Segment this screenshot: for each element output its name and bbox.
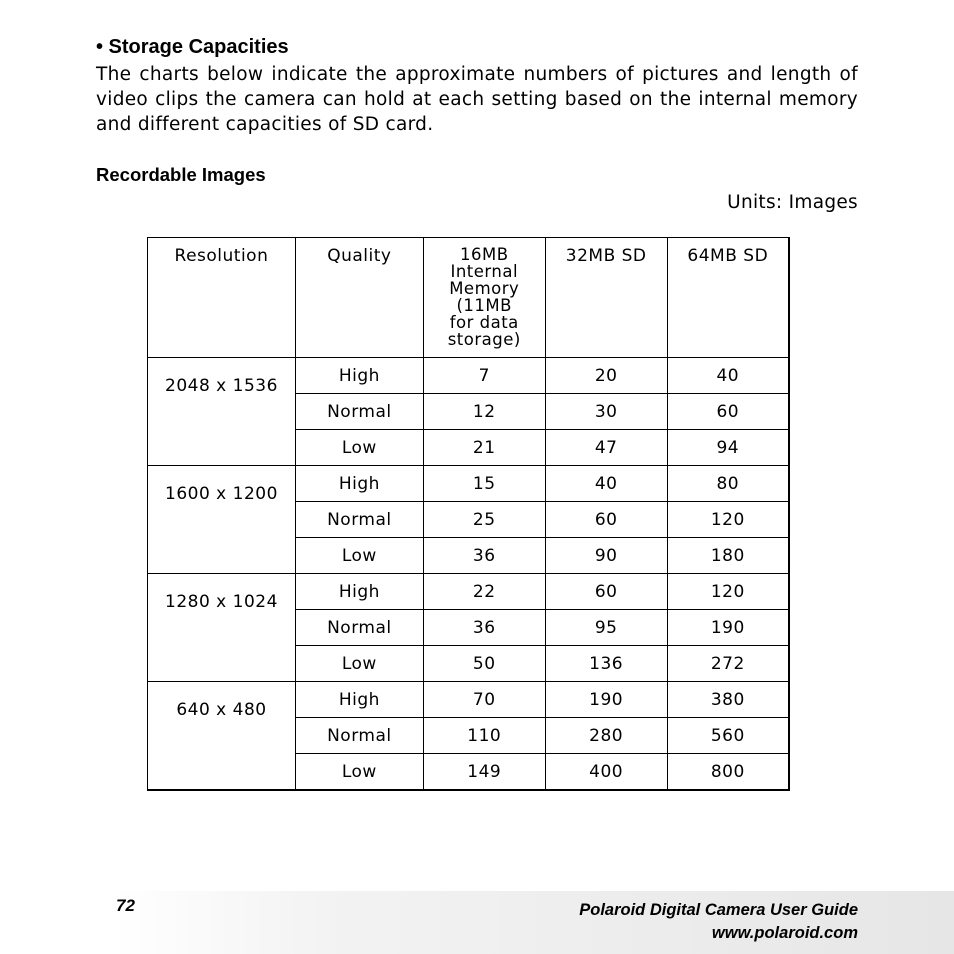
sd32-cell: 20 xyxy=(545,358,667,394)
header-32mb-sd: 32MB SD xyxy=(545,238,667,358)
sd64-cell: 190 xyxy=(667,610,789,646)
page-number: 72 xyxy=(116,896,135,915)
mem16-cell: 110 xyxy=(423,718,545,754)
sd64-cell: 180 xyxy=(667,538,789,574)
quality-cell: High xyxy=(295,358,423,394)
quality-cell: High xyxy=(295,466,423,502)
mem16-cell: 50 xyxy=(423,646,545,682)
guide-title: Polaroid Digital Camera User Guide xyxy=(579,901,858,919)
sd64-cell: 94 xyxy=(667,430,789,466)
table-header-row xyxy=(148,238,790,358)
sd32-cell: 60 xyxy=(545,502,667,538)
sd32-cell: 30 xyxy=(545,394,667,430)
sd32-cell: 95 xyxy=(545,610,667,646)
sd32-cell: 40 xyxy=(545,466,667,502)
sd64-cell: 560 xyxy=(667,718,789,754)
sd64-cell: 80 xyxy=(667,466,789,502)
table-row xyxy=(148,574,790,610)
section-heading: • Storage Capacities xyxy=(96,36,289,58)
mem16-cell: 22 xyxy=(423,574,545,610)
mem16-cell: 7 xyxy=(423,358,545,394)
resolution-cell: 1280 x 1024 xyxy=(148,574,296,682)
quality-cell: Normal xyxy=(295,718,423,754)
mem16-cell: 21 xyxy=(423,430,545,466)
sd64-cell: 800 xyxy=(667,754,789,791)
mem16-cell: 149 xyxy=(423,754,545,791)
header-quality: Quality xyxy=(295,238,423,358)
sd64-cell: 40 xyxy=(667,358,789,394)
units-note: Units: Images xyxy=(727,192,858,213)
resolution-cell: 640 x 480 xyxy=(148,682,296,791)
sd64-cell: 60 xyxy=(667,394,789,430)
sd32-cell: 47 xyxy=(545,430,667,466)
quality-cell: Normal xyxy=(295,394,423,430)
sd32-cell: 60 xyxy=(545,574,667,610)
sd64-cell: 272 xyxy=(667,646,789,682)
table-row xyxy=(148,466,790,502)
resolution-cell: 2048 x 1536 xyxy=(148,358,296,466)
table-row xyxy=(148,358,790,394)
mem16-cell: 25 xyxy=(423,502,545,538)
mem16-cell: 36 xyxy=(423,538,545,574)
quality-cell: Normal xyxy=(295,502,423,538)
mem16-cell: 15 xyxy=(423,466,545,502)
header-resolution: Resolution xyxy=(148,238,296,358)
quality-cell: Low xyxy=(295,538,423,574)
resolution-cell: 1600 x 1200 xyxy=(148,466,296,574)
quality-cell: Low xyxy=(295,646,423,682)
header-16mb-internal: 16MB Internal Memory (11MB for data storage) xyxy=(423,238,545,358)
header-64mb-sd: 64MB SD xyxy=(667,238,789,358)
sd32-cell: 190 xyxy=(545,682,667,718)
mem16-cell: 12 xyxy=(423,394,545,430)
intro-paragraph: The charts below indicate the approximate numbers of pictures and length of video clips the camera can hold at each setting based on the internal memory and different capacities of SD card. xyxy=(96,64,858,135)
sd64-cell: 120 xyxy=(667,502,789,538)
table-subheading: Recordable Images xyxy=(96,164,266,185)
table-row xyxy=(148,682,790,718)
sd32-cell: 400 xyxy=(545,754,667,791)
mem16-cell: 36 xyxy=(423,610,545,646)
sd64-cell: 120 xyxy=(667,574,789,610)
quality-cell: Low xyxy=(295,430,423,466)
quality-cell: Normal xyxy=(295,610,423,646)
sd32-cell: 280 xyxy=(545,718,667,754)
quality-cell: Low xyxy=(295,754,423,791)
sd64-cell: 380 xyxy=(667,682,789,718)
footer-title-block xyxy=(579,899,858,945)
sd32-cell: 136 xyxy=(545,646,667,682)
sd32-cell: 90 xyxy=(545,538,667,574)
quality-cell: High xyxy=(295,682,423,718)
storage-capacity-table xyxy=(147,237,790,791)
website-url: www.polaroid.com xyxy=(711,924,858,942)
quality-cell: High xyxy=(295,574,423,610)
mem16-cell: 70 xyxy=(423,682,545,718)
